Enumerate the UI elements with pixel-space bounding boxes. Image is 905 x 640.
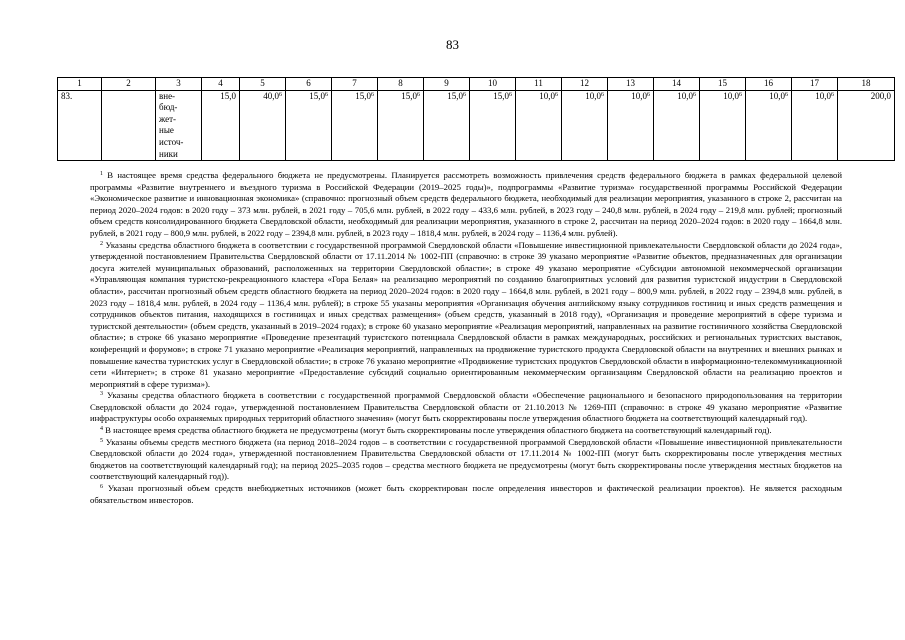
value-cell: [202, 90, 240, 161]
footnote-text: Указан прогнозный объем средств внебюджетных источников (может быть скорректирован после определения инвесторов и фактической реализации проектов). Не является расходным обязательством инвесторов.: [90, 483, 842, 505]
column-header-cell: 10: [470, 78, 516, 91]
value-cell: [424, 90, 470, 161]
column-header-cell: 6: [286, 78, 332, 91]
column-header-cell: 16: [746, 78, 792, 91]
value-cell: [562, 90, 608, 161]
footnote-text: В настоящее время средства федерального бюджета не предусмотрены. Планируется рассмотреть возможность привлечения средств федерального бюджета в рамках федеральной целевой программы «Развитие внутреннего и въездного туризма в Российской Федерации (2019–2025 годы)», подпрограммы «Развитие туризма» государственной программы Российской Федерации «Экономическое развитие и инновационная экономика» (справочно: прогнозный объем средств федерального бюджета, необходимый для реализации мероприятия, указанного в строке 2, рассчитан на период 2020–2024 годов: в 2020 году – 373 млн. рублей, в 2021 году – 705,6 млн. рублей, в 2022 году – 433,6 млн. рублей, в 2023 году – 240,8 млн. рублей, в 2024 году – 219,8 млн. рублей; прогнозный объем средств консолидированного бюджета Свердловской области, необходимый для реализации мероприятия, указанного в строке 2, рассчитан на период 2020–2024 годов: в 2020 году – 1664,8 млн. рублей, в 2021 году – 800,9 млн. рублей, в 2022 году – 2394,8 млн. рублей, в 2023 году – 1818,4 млн. рублей, в 2024 году – 1136,4 млн. рублей).: [90, 170, 842, 238]
footnote-mark: 5: [100, 437, 103, 444]
footnote-ref: 6: [601, 91, 604, 98]
value-cell: [378, 90, 424, 161]
value-text: 40,0: [263, 90, 279, 101]
value-cell: [654, 90, 700, 161]
footnote-mark: 4: [100, 426, 103, 433]
column-header-cell: 5: [240, 78, 286, 91]
source-text-line: бюд-: [159, 102, 178, 113]
page-number: 83: [446, 37, 459, 52]
source-text-line: ные: [159, 125, 174, 136]
value-text: 10,0: [585, 90, 601, 101]
table-row: [58, 90, 895, 161]
value-cell: [470, 90, 516, 161]
footnote: [90, 437, 842, 483]
column-number-row: [58, 78, 895, 91]
footnote-ref: 6: [739, 91, 742, 98]
row-number-cell: 83.: [58, 90, 102, 161]
value-cell: [286, 90, 332, 161]
footnote-text: Указаны средства областного бюджета в соответствии с государственной программой Свердловской области «Обеспечение рационального и безопасного природопользования на территории Свердловской области до 2024 года», утвержденной постановлением Правительства Свердловской области от 21.10.2013 № 1269-ПП (справочно: в строке 49 указано мероприятие «Развитие инфраструктуры особо охраняемых природных территорий областного значения» (могут быть скорректированы после утверждения областного бюджета на соответствующий календарный год).: [90, 390, 842, 424]
value-text: 10,0: [769, 90, 785, 101]
column-header-cell: 18: [838, 78, 895, 91]
source-text-line: жет-: [159, 113, 177, 124]
footnote-ref: 6: [555, 91, 558, 98]
footnote-mark: 3: [100, 391, 103, 398]
column-header-cell: 12: [562, 78, 608, 91]
column-header-cell: 3: [156, 78, 202, 91]
value-cell: [792, 90, 838, 161]
column-header-cell: 8: [378, 78, 424, 91]
value-cell: [746, 90, 792, 161]
footnote-text: Указаны объемы средств местного бюджета (на период 2018–2024 годов – в соответствии с государственной программой Свердловской области «Повышение инвестиционной привлекательности Свердловской области до 2024 года», утвержденной постановлением Правительства Свердловской области от 17.11.2014 № 1002-ПП (могут быть скорректированы после утверждения местных бюджетов на соответствующий календарный год); на период 2025–2035 годов – средства местного бюджета не предусмотрены (могут быть скорректированы после утверждения местных бюджетов на соответствующий календарный год)).: [90, 436, 842, 482]
value-cell: [240, 90, 286, 161]
source-text-line: вне-: [159, 90, 176, 101]
funding-source-cell: [156, 90, 202, 161]
footnote: [90, 170, 842, 240]
value-cell: [516, 90, 562, 161]
empty-cell: [102, 90, 156, 161]
footnote: [90, 483, 842, 506]
value-cell: [700, 90, 746, 161]
footnote-ref: 6: [831, 91, 834, 98]
column-header-cell: 2: [102, 78, 156, 91]
footnote: [90, 425, 842, 437]
value-cell: [838, 90, 895, 161]
column-header-cell: 17: [792, 78, 838, 91]
footnote-ref: 6: [693, 91, 696, 98]
footnotes: [90, 170, 842, 506]
column-header-cell: 7: [332, 78, 378, 91]
footnote-ref: 6: [647, 91, 650, 98]
source-text-line: ники: [159, 148, 178, 159]
value-text: 15,0: [493, 90, 509, 101]
column-header-cell: 4: [202, 78, 240, 91]
footnote-text: В настоящее время средства областного бюджета не предусмотрены (могут быть скорректированы после утверждения областного бюджета на соответствующий календарный год).: [103, 425, 772, 436]
footnote-ref: 6: [509, 91, 512, 98]
column-header-cell: 13: [608, 78, 654, 91]
value-cell: [332, 90, 378, 161]
footnote-mark: 1: [100, 171, 103, 177]
budget-table: [57, 77, 895, 161]
value-text: 10,0: [631, 90, 647, 101]
value-text: 10,0: [723, 90, 739, 101]
footnote-ref: 6: [279, 91, 282, 98]
column-header-cell: 15: [700, 78, 746, 91]
value-text: 200,0: [870, 90, 891, 101]
column-header-cell: 9: [424, 78, 470, 91]
value-text: 10,0: [815, 90, 831, 101]
value-text: 10,0: [677, 90, 693, 101]
footnote-mark: 6: [100, 484, 103, 491]
footnote-ref: 6: [371, 91, 374, 98]
value-text: 10,0: [539, 90, 555, 101]
value-text: 15,0: [220, 90, 236, 101]
column-header-cell: 11: [516, 78, 562, 91]
source-text-line: источ-: [159, 136, 184, 147]
footnote: [90, 240, 842, 391]
footnote-ref: 6: [325, 91, 328, 98]
value-text: 15,0: [401, 90, 417, 101]
value-text: 15,0: [355, 90, 371, 101]
column-header-cell: 1: [58, 78, 102, 91]
column-header-cell: 14: [654, 78, 700, 91]
footnote-ref: 6: [463, 91, 466, 98]
value-text: 15,0: [309, 90, 325, 101]
footnote-ref: 6: [785, 91, 788, 98]
value-text: 15,0: [447, 90, 463, 101]
footnote-text: Указаны средства областного бюджета в соответствии с государственной программой Свердловской области «Повышение инвестиционной привлекательности Свердловской области до 2024 года», утвержденной постановлением Правительства Свердловской области от 17.11.2014 № 1002-ПП (справочно: в строке 39 указано мероприятие «Развитие объектов, предназначенных для организации досуга жителей муниципальных образований, расположенных на территории Свердловской области»; в строке 49 указано мероприятие «Субсидии автономной некоммерческой организации «Управляющая компания туристско-рекреационного кластера «Гора Белая» на реализацию мероприятий по созданию благоприятных условий для развития туристской индустрии в Свердловской области», рассчитан прогнозный объем средств областного бюджета на период 2020–2024 годов: в 2020 году – 1664,8 млн. рублей, в 2021 году – 800,9 млн. рублей, в 2022 году – 2394,8 млн. рублей, в 2023 году – 1818,4 млн. рублей, в 2024 году – 1136,4 млн. рублей); в строке 55 указаны мероприятия «Организация обучения английскому языку сотрудников гостиниц и иных средств размещения и сотрудников объектов питания, находящихся в гостиницах и иных средствах размещения» (объем средств, указанный в 2018 году), «Организация и проведение мероприятий в сфере туризма и туристской деятельности» (объем средств, указанный в 2019–2024 годах); в строке 60 указано мероприятие «Реализация мероприятий, направленных на развитие гостиничного хозяйства Свердловской области»; в строке 66 указано мероприятие «Проведение презентаций туристского потенциала Свердловской области в рамках международных, российских и региональных туристских выставок, конференций и форумов»; в строке 71 указано мероприятие «Реализация мероприятий, направленных на продвижение туристского продукта Свердловской области на внутренних и внешних рынках и повышение качества туристских услуг в Свердловской области»; в строке 76 указано мероприятие «Продвижение туристских продуктов Свердловской области в информационно-телекоммуникационной сети «Интернет»; в строке 81 указано мероприятие «Предоставление субсидий социально ориентированным некоммерческим организациям Свердловской области на реализацию проектов и мероприятий в сфере туризма»).: [90, 239, 842, 389]
footnote: [90, 390, 842, 425]
footnote-ref: 6: [417, 91, 420, 98]
value-cell: [608, 90, 654, 161]
footnote-mark: 2: [100, 240, 103, 247]
